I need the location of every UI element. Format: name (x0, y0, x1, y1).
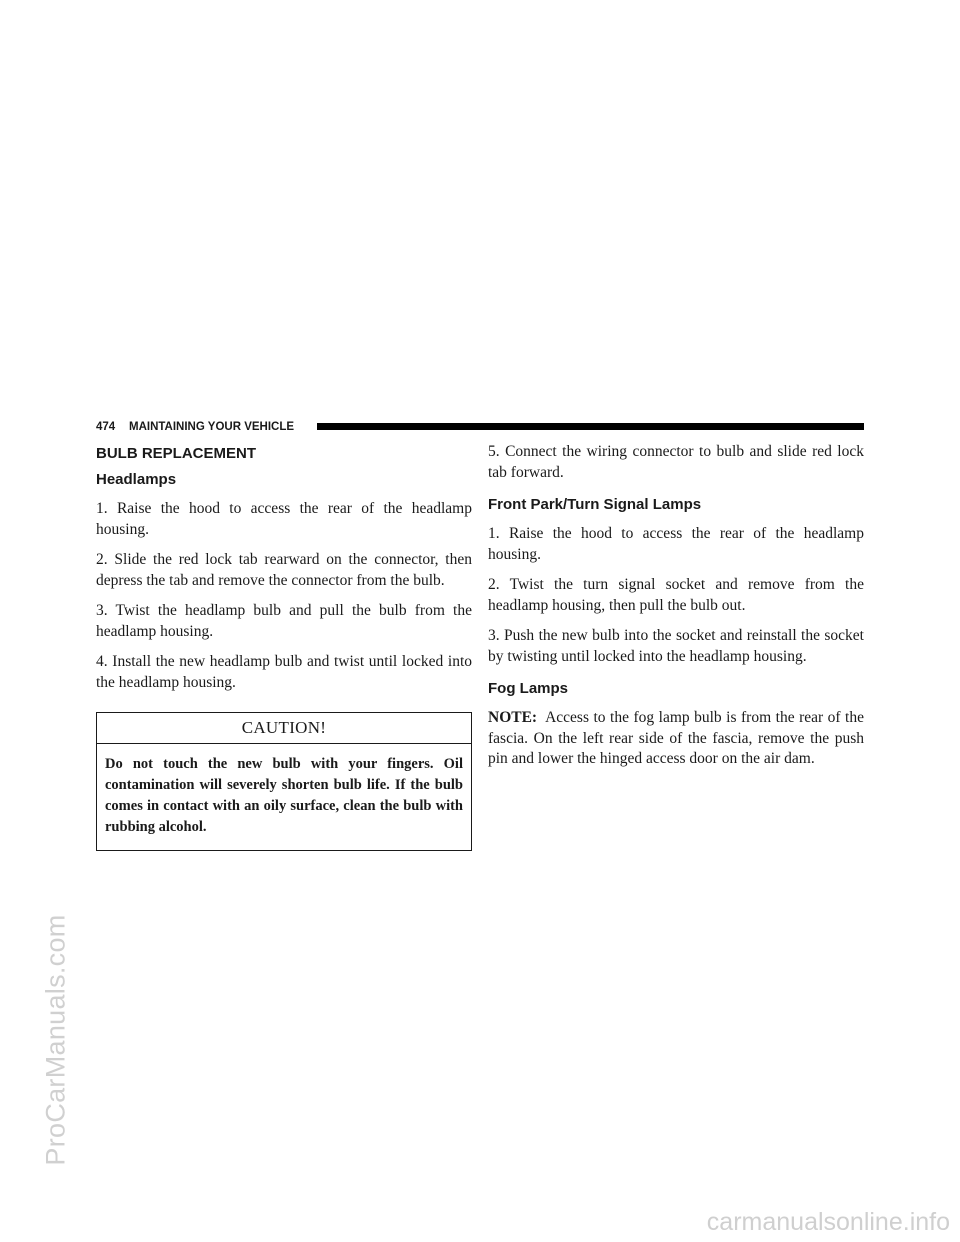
header-rule (317, 423, 864, 430)
watermark-left-text: ProCarManuals.com (40, 914, 71, 1166)
note-text: Access to the fog lamp bulb is from the rear of the fascia. On the left rear side of the fascia, remove the push pin and lower the hinged access door on the air dam. (488, 709, 864, 767)
headlamp-step-4: 4. Install the new headlamp bulb and twist until locked into the headlamp housing. (96, 653, 472, 691)
right-column (488, 440, 864, 770)
headlamp-step-1: 1. Raise the hood to access the rear of the headlamp housing. (96, 500, 472, 538)
note-label: NOTE: (488, 709, 538, 726)
subsection-heading-headlamps: Headlamps (96, 471, 177, 488)
watermark-bottom: carmanualsonline.info (706, 1208, 950, 1236)
section-title: MAINTAINING YOUR VEHICLE (129, 421, 295, 433)
page-header (96, 419, 864, 435)
left-column (96, 440, 472, 851)
subsection-heading-fog: Fog Lamps (488, 680, 569, 697)
front-park-step-2: 2. Twist the turn signal socket and remove from the headlamp housing, then pull the bulb out. (488, 576, 864, 614)
subsection-heading-front-park: Front Park/Turn Signal Lamps (488, 496, 702, 513)
caution-box (96, 712, 472, 851)
fog-note (488, 708, 864, 770)
headlamp-step-3: 3. Twist the headlamp bulb and pull the bulb from the headlamp housing. (96, 602, 472, 640)
caution-title: CAUTION! (97, 713, 471, 744)
headlamp-step-5: 5. Connect the wiring connector to bulb and slide red lock tab forward. (488, 443, 864, 481)
watermark-left (36, 0, 76, 1242)
front-park-step-1: 1. Raise the hood to access the rear of the headlamp housing. (488, 525, 864, 563)
page-number: 474 (96, 421, 116, 433)
caution-text: Do not touch the new bulb with your fingers. Oil contamination will severely shorten bulb life. If the bulb comes in contact with an oily surface, clean the bulb with rubbing alcohol. (105, 756, 463, 835)
front-park-step-3: 3. Push the new bulb into the socket and reinstall the socket by twisting until locked into the headlamp housing. (488, 627, 864, 665)
section-heading: BULB REPLACEMENT (96, 445, 256, 462)
headlamp-step-2: 2. Slide the red lock tab rearward on the connector, then depress the tab and remove the connector from the bulb. (96, 551, 472, 589)
